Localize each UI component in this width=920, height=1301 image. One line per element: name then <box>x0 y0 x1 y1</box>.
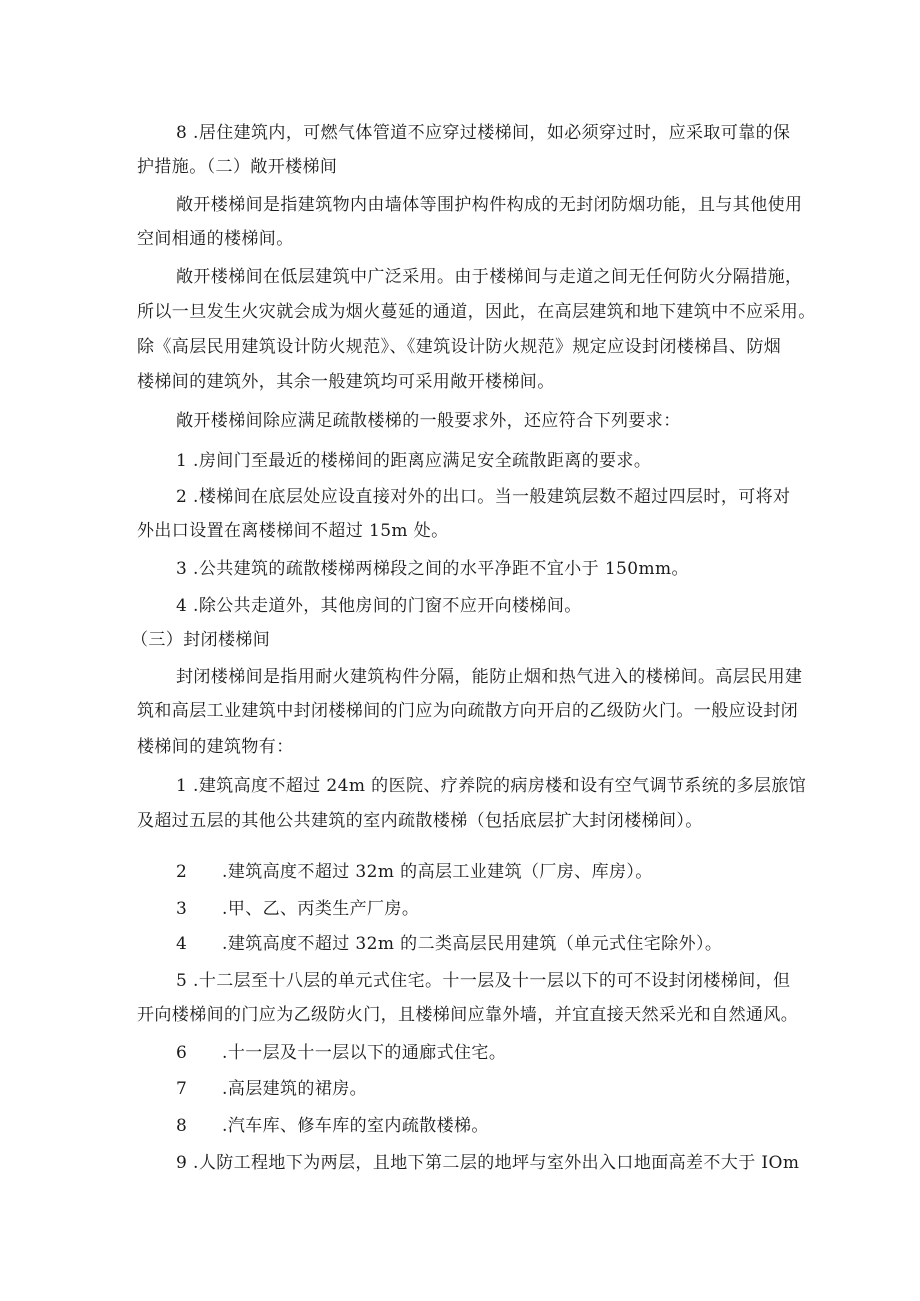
text-line: 敞开楼梯间除应满足疏散楼梯的一般要求外，还应符合下列要求： <box>176 411 681 431</box>
text-line: 5 .十二层至十八层的单元式住宅。十一层及十一层以下的可不设封闭楼梯间，但 <box>176 971 791 991</box>
text-line: 1 .房间门至最近的楼梯间的距离应满足安全疏散距离的要求。 <box>176 451 652 471</box>
text-line: 4 .建筑高度不超过 32m 的二类高层民用建筑（单元式住宅除外）。 <box>176 934 723 954</box>
text-line: 护措施。（二）敞开楼梯间 <box>137 157 338 177</box>
text-line: 敞开楼梯间是指建筑物内由墙体等围护构件构成的无封闭防烟功能，且与其他使用 <box>176 195 803 215</box>
text-line: 2 .建筑高度不超过 32m 的高层工业建筑（厂房、库房）。 <box>176 862 653 882</box>
text-line: 3 .甲、乙、丙类生产厂房。 <box>176 899 420 919</box>
text-line: 除《高层民用建筑设计防火规范》、《建筑设计防火规范》规定应设封闭楼梯昌、防烟 <box>137 337 782 357</box>
text-line: 9 .人防工程地下为两层，且地下第二层的地坪与室外出入口地面高差不大于 IOm <box>176 1153 800 1173</box>
text-line: 敞开楼梯间在低层建筑中广泛采用。由于楼梯间与走道之间无任何防火分隔措施， <box>176 267 803 287</box>
text-line: 封闭楼梯间是指用耐火建筑构件分隔，能防止烟和热气进入的楼梯间。高层民用建 <box>176 667 803 687</box>
section-heading: （三）封闭楼梯间 <box>131 630 271 650</box>
text-line: 6 .十一层及十一层以下的通廊式住宅。 <box>176 1043 507 1063</box>
text-line: 筑和高层工业建筑中封闭楼梯间的门应为向疏散方向开启的乙级防火门。一般应设封闭 <box>137 701 799 721</box>
text-line: 及超过五层的其他公共建筑的室内疏散楼梯（包括底层扩大封闭楼梯间）。 <box>137 811 703 831</box>
text-line: 楼梯间的建筑外，其余一般建筑均可采用敞开楼梯间。 <box>137 372 555 392</box>
text-line: 开向楼梯间的门应为乙级防火门，且楼梯间应靠外墙，并宜直接天然采光和自然通风。 <box>137 1005 799 1025</box>
text-line: 1 .建筑高度不超过 24m 的医院、疗养院的病房楼和设有空气调节系统的多层旅馆 <box>176 776 807 796</box>
text-line: 8 .居住建筑内，可燃气体管道不应穿过楼梯间，如必须穿过时，应采取可靠的保 <box>176 123 791 143</box>
text-line: 8 .汽车库、修车库的室内疏散楼梯。 <box>176 1116 489 1136</box>
text-line: 4 .除公共走道外，其他房间的门窗不应开向楼梯间。 <box>176 596 582 616</box>
text-line: 楼梯间的建筑物有： <box>137 737 294 757</box>
text-line: 空间相通的楼梯间。 <box>137 229 294 249</box>
text-line: 3 .公共建筑的疏散楼梯两梯段之间的水平净距不宜小于 150mm。 <box>176 559 689 579</box>
text-line: 所以一旦发生火灾就会成为烟火蔓延的通道，因此，在高层建筑和地下建筑中不应采用。 <box>137 302 816 322</box>
text-line: 外出口设置在离楼梯间不超过 15m 处。 <box>137 521 449 541</box>
text-line: 7 .高层建筑的裙房。 <box>176 1079 368 1099</box>
text-line: 2 .楼梯间在底层处应设直接对外的出口。当一般建筑层数不超过四层时，可将对 <box>176 487 791 507</box>
